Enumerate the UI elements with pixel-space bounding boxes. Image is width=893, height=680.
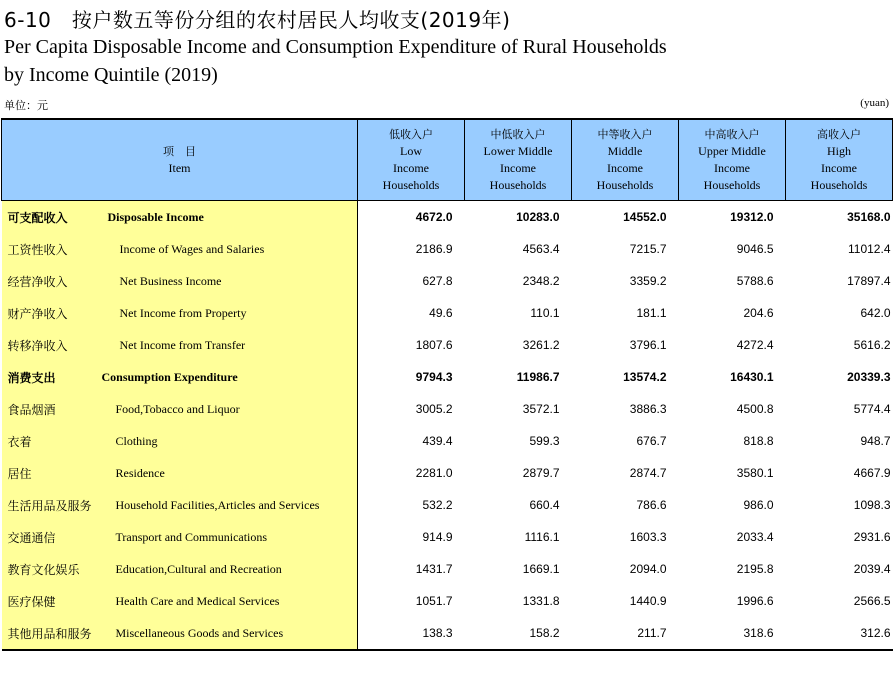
header-en-line: Upper Middle xyxy=(698,144,766,158)
header-low-income xyxy=(358,119,465,201)
row-label-en: Income of Wages and Salaries xyxy=(119,242,265,256)
value-cell: 181.1 xyxy=(636,306,667,320)
income-expenditure-table xyxy=(1,118,893,651)
header-middle-income xyxy=(572,119,679,201)
value-cell: 318.6 xyxy=(679,617,786,650)
value-cell: 5788.6 xyxy=(736,274,774,288)
value-cell: 14552.0 xyxy=(623,210,667,224)
table-row xyxy=(2,329,893,361)
value-cell: 3359.2 xyxy=(629,274,667,288)
table-title-english-line2: by Income Quintile (2019) xyxy=(4,64,218,86)
value-cell: 1669.1 xyxy=(522,562,560,576)
table-row xyxy=(2,233,893,265)
value-cell: 627.8 xyxy=(422,274,453,288)
value-cell: 1116.1 xyxy=(524,530,560,544)
header-cn: 中低收入户 xyxy=(490,128,546,141)
table-row xyxy=(2,201,893,234)
table-header-row xyxy=(2,119,893,201)
header-cn: 中高收入户 xyxy=(704,128,760,141)
value-cell: 16430.1 xyxy=(730,370,774,384)
value-cell: 2348.2 xyxy=(522,274,560,288)
value-cell: 986.0 xyxy=(743,498,774,512)
table-title-chinese: 6-10 按户数五等份分组的农村居民人均收支(2019年) xyxy=(4,8,511,32)
row-item xyxy=(2,393,358,425)
value-cell: 3796.1 xyxy=(629,338,667,352)
row-item xyxy=(2,201,358,234)
header-high-income xyxy=(786,119,893,201)
header-en-line: Low xyxy=(400,144,422,158)
value-cell: 439.4 xyxy=(422,434,453,448)
header-cn: 中等收入户 xyxy=(597,128,653,141)
row-item xyxy=(2,425,358,457)
row-label-en: Health Care and Medical Services xyxy=(115,594,280,608)
value-cell: 818.8 xyxy=(743,434,774,448)
row-label-en: Miscellaneous Goods and Services xyxy=(115,626,284,640)
value-cell: 676.7 xyxy=(636,434,667,448)
table-row xyxy=(2,425,893,457)
row-label-en: Consumption Expenditure xyxy=(101,370,238,384)
value-cell: 1996.6 xyxy=(736,594,774,608)
value-cell: 4672.0 xyxy=(415,210,453,224)
row-label-cn: 转移净收入 xyxy=(7,339,68,353)
row-label-cn: 生活用品及服务 xyxy=(7,499,92,513)
header-cn: 高收入户 xyxy=(817,128,861,141)
value-cell: 3261.2 xyxy=(522,338,560,352)
row-item xyxy=(2,457,358,489)
row-label-en: Net Income from Transfer xyxy=(119,338,246,352)
table-body xyxy=(2,201,893,651)
value-cell: 3005.2 xyxy=(415,402,453,416)
table-row xyxy=(2,393,893,425)
value-cell: 4667.9 xyxy=(853,466,891,480)
header-en-line: Households xyxy=(382,178,440,192)
value-cell: 1807.6 xyxy=(415,338,453,352)
table-row xyxy=(2,585,893,617)
row-label-cn: 消费支出 xyxy=(7,371,56,385)
value-cell: 2186.9 xyxy=(415,242,453,256)
value-cell: 20339.3 xyxy=(847,370,891,384)
row-item xyxy=(2,233,358,265)
value-cell: 312.6 xyxy=(786,617,893,650)
row-label-cn: 居住 xyxy=(7,467,32,481)
header-en-line: Income xyxy=(714,161,750,175)
row-label-cn: 财产净收入 xyxy=(7,307,68,321)
value-cell: 3886.3 xyxy=(629,402,667,416)
row-label-en: Clothing xyxy=(115,434,158,448)
value-cell: 4500.8 xyxy=(736,402,774,416)
value-cell: 5616.2 xyxy=(853,338,891,352)
value-cell: 3580.1 xyxy=(736,466,774,480)
value-cell: 2879.7 xyxy=(522,466,560,480)
header-en-line: Households xyxy=(703,178,761,192)
row-item xyxy=(2,585,358,617)
row-item xyxy=(2,617,358,650)
value-cell: 158.2 xyxy=(465,617,572,650)
row-label-en: Residence xyxy=(115,466,165,480)
row-label-cn: 医疗保健 xyxy=(7,595,56,609)
value-cell: 204.6 xyxy=(743,306,774,320)
value-cell: 2566.5 xyxy=(853,594,891,608)
value-cell: 5774.4 xyxy=(853,402,891,416)
value-cell: 9794.3 xyxy=(415,370,453,384)
value-cell: 1331.8 xyxy=(522,594,560,608)
value-cell: 49.6 xyxy=(429,306,453,320)
row-label-en: Transport and Communications xyxy=(115,530,268,544)
value-cell: 2094.0 xyxy=(629,562,667,576)
table-row xyxy=(2,265,893,297)
row-label-en: Education,Cultural and Recreation xyxy=(115,562,282,576)
header-en-line: Middle xyxy=(607,144,643,158)
row-label-cn: 教育文化娱乐 xyxy=(7,563,80,577)
header-en-line: Lower Middle xyxy=(483,144,553,158)
header-lower-middle-income xyxy=(465,119,572,201)
header-cn: 低收入户 xyxy=(389,128,433,141)
row-label-cn: 其他用品和服务 xyxy=(7,627,92,641)
header-item xyxy=(2,119,358,201)
value-cell: 2281.0 xyxy=(415,466,453,480)
row-label-cn: 经营净收入 xyxy=(7,275,68,289)
row-label-cn: 可支配收入 xyxy=(7,211,68,225)
header-item-en: Item xyxy=(168,161,191,175)
value-cell: 4272.4 xyxy=(736,338,774,352)
header-en-line: Income xyxy=(607,161,643,175)
header-en-line: Income xyxy=(500,161,536,175)
row-label-cn: 食品烟酒 xyxy=(7,403,56,417)
value-cell: 211.7 xyxy=(572,617,679,650)
table-row xyxy=(2,457,893,489)
row-label-en: Net Income from Property xyxy=(119,306,247,320)
value-cell: 9046.5 xyxy=(736,242,774,256)
value-cell: 786.6 xyxy=(636,498,667,512)
header-en-line: Households xyxy=(810,178,868,192)
unit-label-english: (yuan) xyxy=(860,97,889,109)
row-item xyxy=(2,297,358,329)
header-upper-middle-income xyxy=(679,119,786,201)
row-label-cn: 工资性收入 xyxy=(7,243,68,257)
value-cell: 2195.8 xyxy=(736,562,774,576)
value-cell: 1603.3 xyxy=(629,530,667,544)
value-cell: 2033.4 xyxy=(736,530,774,544)
value-cell: 1440.9 xyxy=(629,594,667,608)
row-label-en: Net Business Income xyxy=(119,274,222,288)
table-row xyxy=(2,361,893,393)
value-cell: 599.3 xyxy=(529,434,560,448)
value-cell: 11012.4 xyxy=(848,242,891,256)
table-row xyxy=(2,617,893,650)
value-cell: 1051.7 xyxy=(415,594,453,608)
row-label-en: Household Facilities,Articles and Services xyxy=(115,498,320,512)
header-en-line: Income xyxy=(393,161,429,175)
row-label-en: Disposable Income xyxy=(107,210,204,224)
row-item xyxy=(2,521,358,553)
value-cell: 2874.7 xyxy=(629,466,667,480)
value-cell: 17897.4 xyxy=(847,274,891,288)
value-cell: 914.9 xyxy=(422,530,453,544)
value-cell: 35168.0 xyxy=(847,210,891,224)
value-cell: 4563.4 xyxy=(522,242,560,256)
value-cell: 7215.7 xyxy=(629,242,667,256)
value-cell: 1431.7 xyxy=(415,562,453,576)
value-cell: 11986.7 xyxy=(516,370,560,384)
row-item xyxy=(2,361,358,393)
row-label-en: Food,Tobacco and Liquor xyxy=(115,402,240,416)
value-cell: 2039.4 xyxy=(853,562,891,576)
value-cell: 110.1 xyxy=(530,306,560,320)
header-en-line: Households xyxy=(596,178,654,192)
table-row xyxy=(2,489,893,521)
table-title-english-line1: Per Capita Disposable Income and Consumption Expenditure of Rural Households xyxy=(4,36,667,58)
value-cell: 642.0 xyxy=(860,306,891,320)
value-cell: 13574.2 xyxy=(623,370,667,384)
value-cell: 2931.6 xyxy=(853,530,891,544)
value-cell: 948.7 xyxy=(860,434,891,448)
table-row xyxy=(2,521,893,553)
unit-label-chinese: 单位：元 xyxy=(4,99,48,112)
value-cell: 10283.0 xyxy=(516,210,560,224)
table-row xyxy=(2,297,893,329)
table-row xyxy=(2,553,893,585)
row-label-cn: 交通通信 xyxy=(7,531,56,545)
row-item xyxy=(2,489,358,521)
header-item-cn: 项 目 xyxy=(163,145,196,158)
header-en-line: High xyxy=(827,144,851,158)
value-cell: 19312.0 xyxy=(730,210,774,224)
row-item xyxy=(2,329,358,361)
header-en-line: Households xyxy=(489,178,547,192)
value-cell: 532.2 xyxy=(422,498,453,512)
row-item xyxy=(2,553,358,585)
value-cell: 138.3 xyxy=(358,617,465,650)
value-cell: 660.4 xyxy=(529,498,560,512)
row-label-cn: 衣着 xyxy=(7,435,32,449)
header-en-line: Income xyxy=(821,161,857,175)
row-item xyxy=(2,265,358,297)
value-cell: 3572.1 xyxy=(522,402,560,416)
value-cell: 1098.3 xyxy=(853,498,891,512)
